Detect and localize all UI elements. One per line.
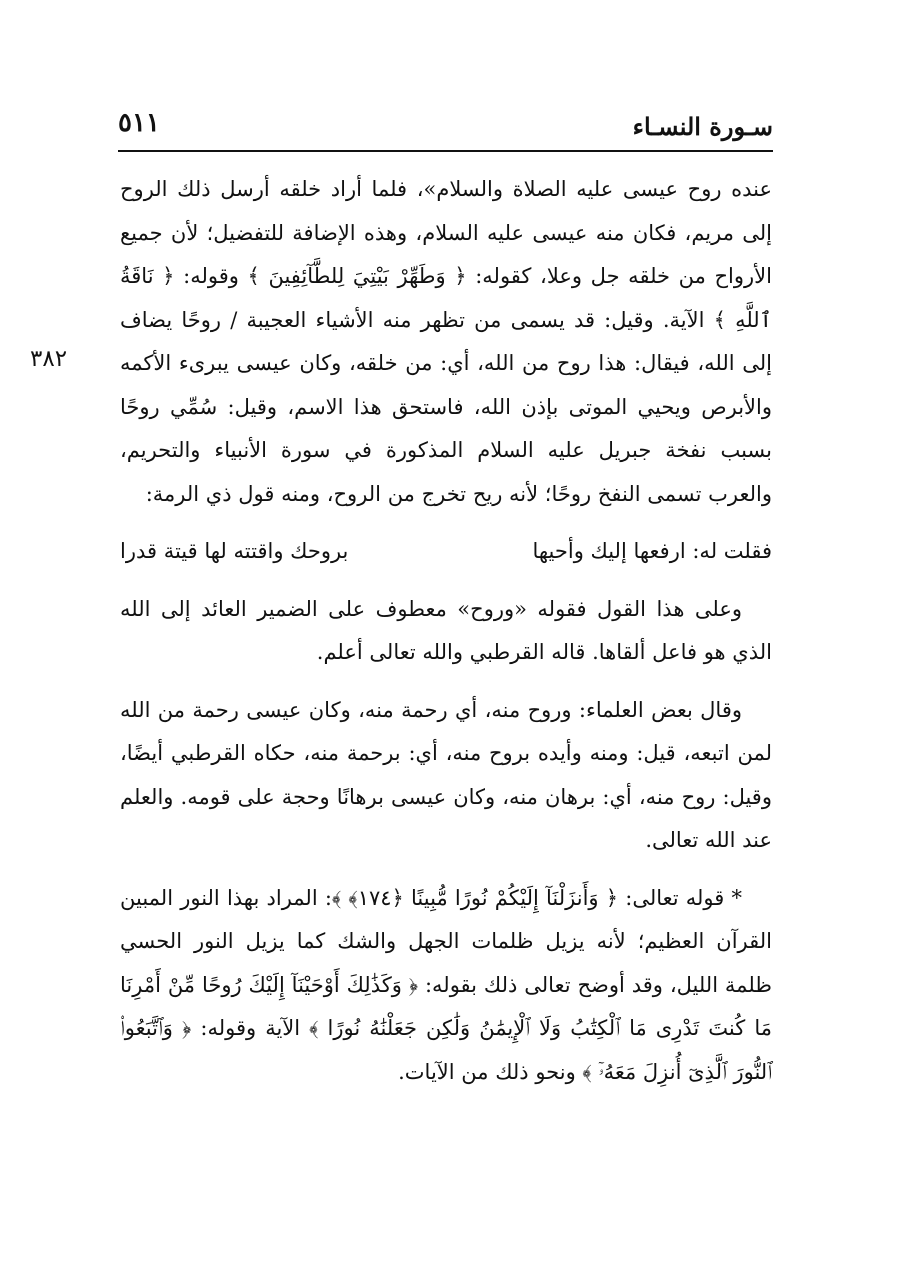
page-header [118, 100, 773, 148]
verse-first-hemistich: فقلت له: ارفعها إليك وأحيها [532, 539, 772, 563]
paragraph-1: عنده روح عيسى عليه الصلاة والسلام»، فلما أراد خلقه أرسل ذلك الروح إلى مريم، فكان منه عيسى عليه السلام، وهذه الإضافة للتفضيل؛ لأن جميع الأرواح من خلقه جل وعلا، كقوله: ﴿ وَطَهِّرْ بَيْتِيَ لِلطَّآئِفِينَ ﴾ وقوله: ﴿ نَاقَةُ ٱللَّهِ ﴾ الآية. وقيل: قد يسمى من تظهر منه الأشياء العجيبة / روحًا يضاف إلى الله، فيقال: هذا روح من الله، أي: من خلقه، وكان عيسى يبرىء الأكمه والأبرص ويحيي الموتى بإذن الله، فاستحق هذا الاسم، وقيل: سُمِّي روحًا بسبب نفخة جبريل عليه السلام المذكورة في سورة الأنبياء والتحريم، والعرب تسمى النفخ روحًا؛ لأنه ريح تخرج من الروح، ومنه قول ذي الرمة: [120, 177, 772, 506]
page-body [120, 168, 772, 1094]
verse-second-hemistich: بروحك واقتته لها قيتة قدرا [120, 539, 349, 563]
header-divider [118, 150, 773, 152]
paragraph-4: * قوله تعالى: ﴿ وَأَنزَلْنَآ إِلَيْكُمْ نُورًا مُّبِينًا ﴿١٧٤﴾ ﴾: المراد بهذا النور المبين القرآن العظيم؛ لأنه يزيل ظلمات الجهل والشك كما يزيل النور الحسي ظلمة الليل، وقد أوضح تعالى ذلك بقوله: ﴿ وَكَذَٰلِكَ أَوْحَيْنَآ إِلَيْكَ رُوحًا مِّنْ أَمْرِنَا مَا كُنتَ تَدْرِى مَا ٱلْكِتَٰبُ وَلَا ٱلْإِيمَٰنُ وَلَٰكِن جَعَلْنَٰهُ نُورًا ﴾ الآية وقوله: ﴿ وَٱتَّبَعُوا۟ ٱلنُّورَ ٱلَّذِىٓ أُنزِلَ مَعَهُۥٓ ﴾ ونحو ذلك من الآيات. [120, 885, 772, 1084]
poetry-verse [120, 530, 772, 574]
surah-title: سـورة النسـاء [632, 112, 773, 141]
margin-page-reference: ٣٨٢ [30, 346, 68, 372]
page-number: ٥١١ [118, 108, 160, 138]
paragraph-2: وعلى هذا القول فقوله «وروح» معطوف على الضمير العائد إلى الله الذي هو فاعل ألقاها. قاله القرطبي والله تعالى أعلم. [120, 596, 772, 664]
paragraph-3: وقال بعض العلماء: وروح منه، أي رحمة منه، وكان عيسى رحمة من الله لمن اتبعه، قيل: ومنه وأيده بروح منه، أي: برحمة منه، حكاه القرطبي أيضًا، وقيل: روح منه، أي: برهان منه، وكان عيسى برهانًا وحجة على قومه. والعلم عند الله تعالى. [120, 697, 772, 852]
